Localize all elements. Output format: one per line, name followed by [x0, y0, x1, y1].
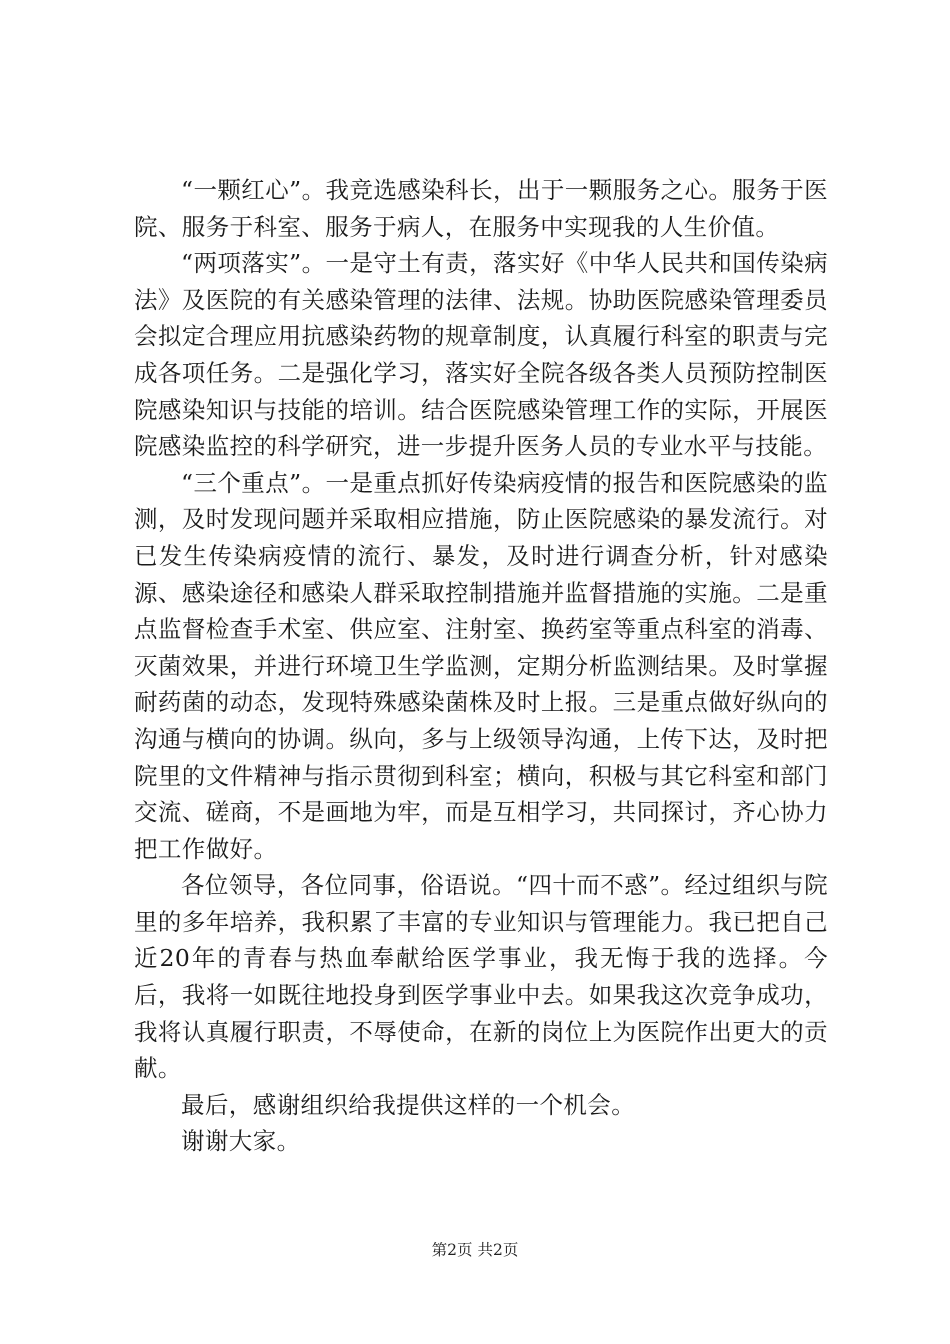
paragraph-thank-you: 谢谢大家。 — [181, 1127, 301, 1156]
paragraph-three-priorities: “三个重点”。一是重点抓好传染病疫情的报告和医院感染的监测，及时发现问题并采取相应措施，防止医院感染的暴发流行。对已发生传染病疫情的流行、暴发，及时进行调查分析，针对感染源、感染途径和感染人群采取控制措施并监督措施的实施。二是重点监督检查手术室、供应室、注射室、换药室等重点科室的消毒、灭菌效果，并进行环境卫生学监测，定期分析监测结果。及时掌握耐药菌的动态，发现特殊感染菌株及时上报。三是重点做好纵向的沟通与横向的协调。纵向，多与上级领导沟通，上传下达，及时把院里的文件精神与指示贯彻到科室；横向，积极与其它科室和部门交流、磋商，不是画地为牢，而是互相学习，共同探讨，齐心协力把工作做好。 — [134, 468, 828, 863]
document-body — [134, 172, 828, 1160]
paragraph-two-implementations: “两项落实”。一是守土有责，落实好《中华人民共和国传染病法》及医院的有关感染管理的法律、法规。协助医院感染管理委员会拟定合理应用抗感染药物的规章制度，认真履行科室的职责与完成各项任务。二是强化学习，落实好全院各级各类人员预防控制医院感染知识与技能的培训。结合医院感染管理工作的实际，开展医院感染监控的科学研究，进一步提升医务人员的专业水平与技能。 — [134, 249, 828, 461]
paragraph-thanks-organization: 最后，感谢组织给我提供这样的一个机会。 — [181, 1090, 636, 1119]
paragraph-one-red-heart: “一颗红心”。我竞选感染科长，出于一颗服务之心。服务于医院、服务于科室、服务于病人，在服务中实现我的人生价值。 — [134, 176, 828, 241]
page-number-footer: 第2页 共2页 — [431, 1241, 519, 1259]
paragraph-closing-statement: 各位领导，各位同事，俗语说。“四十而不惑”。经过组织与院里的多年培养，我积累了丰富的专业知识与管理能力。我已把自己近20年的青春与热血奉献给医学事业，我无悔于我的选择。今后，我将一如既往地投身到医学事业中去。如果我这次竞争成功，我将认真履行职责，不辱使命，在新的岗位上为医院作出更大的贡献。 — [134, 871, 828, 1083]
